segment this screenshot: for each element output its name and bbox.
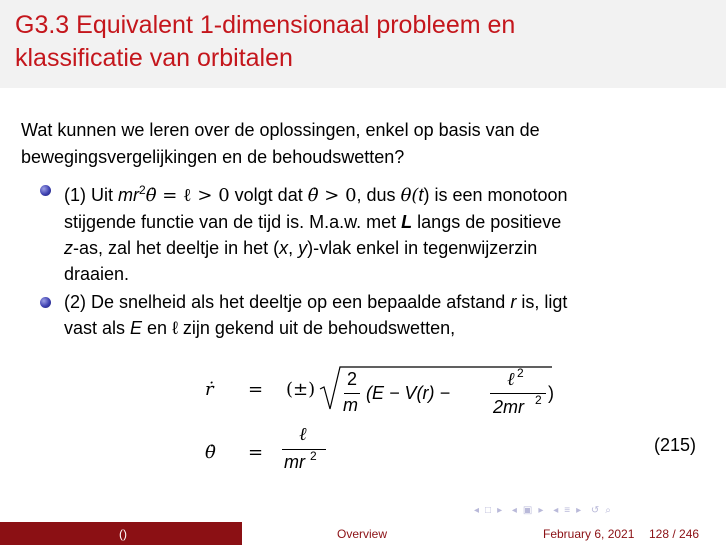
bullet1-line3-text: -as, zal het deeltje in het ( [73, 238, 280, 258]
nav-prev-section-icon[interactable]: ◂ [511, 505, 518, 516]
slide-title [15, 9, 715, 75]
nav-next-section-icon[interactable]: ▸ [538, 505, 545, 516]
bullet1-line4: draaien. [64, 264, 130, 284]
bullet2-line2a: vast als [64, 318, 131, 338]
eq-pm: (±) [286, 379, 316, 400]
equation-number: (215) [654, 435, 697, 455]
eq-ell2-num: ℓ [507, 369, 515, 390]
bullet1-z: z [64, 238, 73, 258]
eq-frac2-bar [344, 393, 360, 394]
bullet1-theta: θ( [400, 185, 419, 206]
bullet1-L: L [401, 212, 413, 232]
bullet1-rest1: is een monotoon [429, 185, 568, 205]
eq-ell-bar [282, 449, 326, 450]
bullet1-line2-text: stijgende functie van de tijd is. M.a.w. met [64, 212, 402, 232]
eq-frac2-num: 2 [347, 369, 358, 389]
bullet1-mr: mr [118, 185, 139, 205]
bullet2-line1 [64, 289, 704, 315]
bullet2-E: E [130, 318, 143, 338]
eq-rdot: ṙ [205, 379, 214, 400]
bullet1-sup: 2 [139, 183, 146, 197]
bullet1-line2 [64, 209, 704, 235]
eq-ell2-sup: 2 [517, 366, 524, 380]
slide-title-line2: klassificatie van orbitalen [15, 44, 293, 72]
footer-author: () [119, 527, 127, 541]
bullet1-comma: , [288, 238, 299, 258]
bullet1-dus: , dus [356, 185, 401, 205]
nav-frame-icon[interactable]: □ [485, 505, 493, 516]
nav-back-icon[interactable]: ↺ [590, 505, 601, 516]
nav-subsection-icon[interactable]: ≡ [564, 505, 572, 516]
beamer-nav-bar [474, 505, 617, 516]
eq-ell-den: mr [284, 452, 305, 472]
footer-info-box [484, 522, 726, 545]
eq-ell-den-sup: 2 [310, 449, 317, 463]
bullet1-line2b: langs de positieve [412, 212, 562, 232]
bullet1-y: y [298, 238, 308, 258]
bullet1-close: ) [423, 185, 430, 205]
nav-next-frame-icon[interactable]: ▸ [497, 505, 504, 516]
nav-prev-subsection-icon[interactable]: ◂ [553, 505, 560, 516]
bullet1-line3b: )-vlak enkel in tegenwijzerzin [307, 238, 538, 258]
eq-equals2: = [248, 442, 264, 463]
intro-line1: Wat kunnen we leren over de oplossingen, enkel op basis van de [21, 120, 540, 140]
footer-date: February 6, 2021 [543, 527, 635, 541]
bullet1-line3 [64, 235, 704, 261]
eq-inner-open: (E − V(r) − [366, 383, 451, 403]
eq-thetadot: θ̇ [205, 442, 216, 463]
bullet1-mid: volgt dat [229, 185, 308, 205]
bullet1-line1 [64, 177, 704, 209]
bullet-item-2 [64, 289, 704, 341]
footer-author-box [0, 522, 242, 545]
footer-section: Overview [337, 527, 388, 541]
eq-inner-close: ) [548, 383, 554, 403]
footer-page-number: 128 / 246 [649, 527, 700, 541]
bullet1-thetadot: θ̇ [145, 185, 157, 206]
bullet1-prefix: (1) Uit [64, 185, 118, 205]
nav-next-subsection-icon[interactable]: ▸ [576, 505, 583, 516]
bullet2-line2 [64, 315, 704, 341]
nav-prev-frame-icon[interactable]: ◂ [474, 505, 481, 516]
eq-equals: = [248, 379, 264, 400]
bullet-item-1 [64, 177, 704, 287]
bullet1-thetadot2: θ̇ [307, 185, 319, 206]
nav-search-icon[interactable]: ⌕ [605, 505, 612, 516]
bullet1-gt0: > 0 [318, 185, 357, 206]
bullet-icon [40, 297, 51, 308]
slide-header [0, 0, 726, 88]
bullet1-eq: = ℓ > 0 [156, 185, 230, 206]
nav-section-icon[interactable]: ▣ [522, 505, 534, 516]
bullet1-t: t [418, 185, 424, 205]
bullet-icon [40, 185, 51, 196]
bullet2-line1b: is, ligt [516, 292, 568, 312]
slide-title-line1: G3.3 Equivalent 1-dimensionaal probleem en [15, 11, 516, 39]
intro-paragraph [21, 117, 711, 171]
bullet2-line2b: en ℓ zijn gekend uit de behoudswetten, [142, 318, 456, 338]
bullet1-x: x [279, 238, 289, 258]
eq-ell2-den: 2mr [493, 397, 524, 417]
slide-footer [0, 522, 726, 545]
eq-ell2-den-sup: 2 [535, 393, 542, 407]
eq-ell-num: ℓ [299, 424, 307, 445]
intro-line2: bewegingsvergelijkingen en de behoudswetten? [21, 147, 405, 167]
footer-section-box [242, 522, 484, 545]
bullet2-line1a: (2) De snelheid als het deeltje op een bepaalde afstand [64, 292, 511, 312]
eq-frac2-den: m [343, 395, 358, 415]
bullet2-r: r [510, 292, 517, 312]
